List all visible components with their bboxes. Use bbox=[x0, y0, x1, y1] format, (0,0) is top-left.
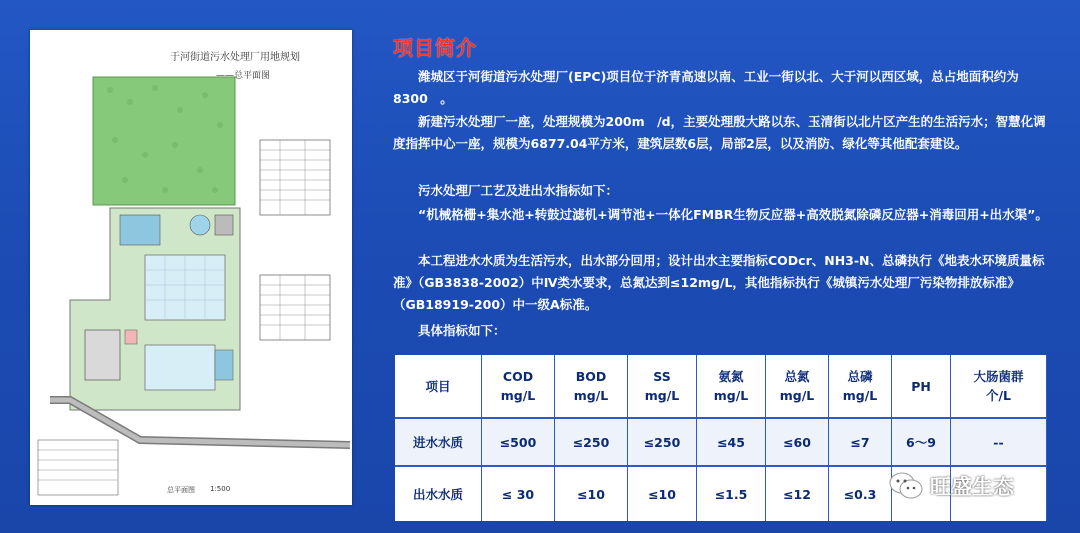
cell: ≤0.3 bbox=[829, 466, 892, 521]
intro-paragraph-location: 潍城区于河街道污水处理厂(EPC)项目位于济青高速以南、工业一街以北、大于河以西区域，总占地面积约为8300 。 bbox=[393, 69, 1019, 106]
cell: ≤250 bbox=[555, 418, 628, 466]
header-bod: BOD mg/L bbox=[555, 355, 628, 418]
intro-paragraph-standard: 本工程进水水质为生活污水，出水部分回用；设计出水主要指标CODcr、NH3-N、总磷执行《地表水环境质量标准》（GB3838-2002）中Ⅳ类水要求，总氮达到≤12mg/L，其他指标执行《城镇污水处理厂污染物排放标准》（GB18919-200）中一级A标准。 bbox=[393, 253, 1045, 312]
header-ph: PH bbox=[892, 355, 951, 418]
cell: ≤60 bbox=[766, 418, 829, 466]
plan-title: 于河街道污水处理厂用地规划 bbox=[170, 52, 300, 63]
site-plan-map bbox=[30, 30, 352, 505]
section-heading: 项目简介 bbox=[393, 36, 477, 60]
cell: ≤1.5 bbox=[697, 466, 766, 521]
header-total-nitrogen: 总氮 mg/L bbox=[766, 355, 829, 418]
cell: ≤12 bbox=[766, 466, 829, 521]
cell: ≤10 bbox=[628, 466, 697, 521]
cell: ≤45 bbox=[697, 418, 766, 466]
cell: ≤ 30 bbox=[482, 466, 555, 521]
header-ss: SS mg/L bbox=[628, 355, 697, 418]
brand-name: 旺盛生态 bbox=[930, 475, 1014, 499]
plan-scale: 1:500 bbox=[210, 485, 231, 493]
cell: ≤7 bbox=[829, 418, 892, 466]
brand-watermark bbox=[888, 466, 1014, 506]
plan-subtitle: ——总平面图 bbox=[216, 71, 271, 81]
intro-paragraph-scale: 新建污水处理厂一座，处理规模为200m /d，主要处理殷大路以东、玉清街以北片区产生的生活污水；智慧化调度指挥中心一座，规模为6877.04平方米，建筑层数6层，局部2层，以及消防、绿化等其他配套建设。 bbox=[393, 114, 1046, 151]
row-label: 出水水质 bbox=[395, 466, 482, 521]
cell: ≤10 bbox=[555, 466, 628, 521]
cell: 6～9 bbox=[892, 418, 951, 466]
header-ammonia: 氨氮 mg/L bbox=[697, 355, 766, 418]
header-coliform: 大肠菌群 个/L bbox=[951, 355, 1047, 418]
intro-paragraph-indicators: 具体指标如下： bbox=[418, 323, 506, 338]
header-cod: COD mg/L bbox=[482, 355, 555, 418]
header-item: 项目 bbox=[395, 355, 482, 418]
cell: ≤250 bbox=[628, 418, 697, 466]
plan-caption: 总平面图 bbox=[167, 486, 195, 494]
cell: -- bbox=[951, 418, 1047, 466]
wechat-icon bbox=[888, 470, 924, 502]
header-total-phosphorus: 总磷 mg/L bbox=[829, 355, 892, 418]
intro-paragraph-process-label: 污水处理厂工艺及进出水指标如下： bbox=[418, 183, 619, 198]
cell: ≤500 bbox=[482, 418, 555, 466]
table-header-row bbox=[395, 355, 1047, 418]
table-row bbox=[395, 418, 1047, 466]
row-label: 进水水质 bbox=[395, 418, 482, 466]
intro-paragraph-process: “机械格栅+集水池+转鼓过滤机+调节池+一体化FMBR生物反应器+高效脱氮除磷反应器+消毒回用+出水渠”。 bbox=[418, 207, 1048, 222]
